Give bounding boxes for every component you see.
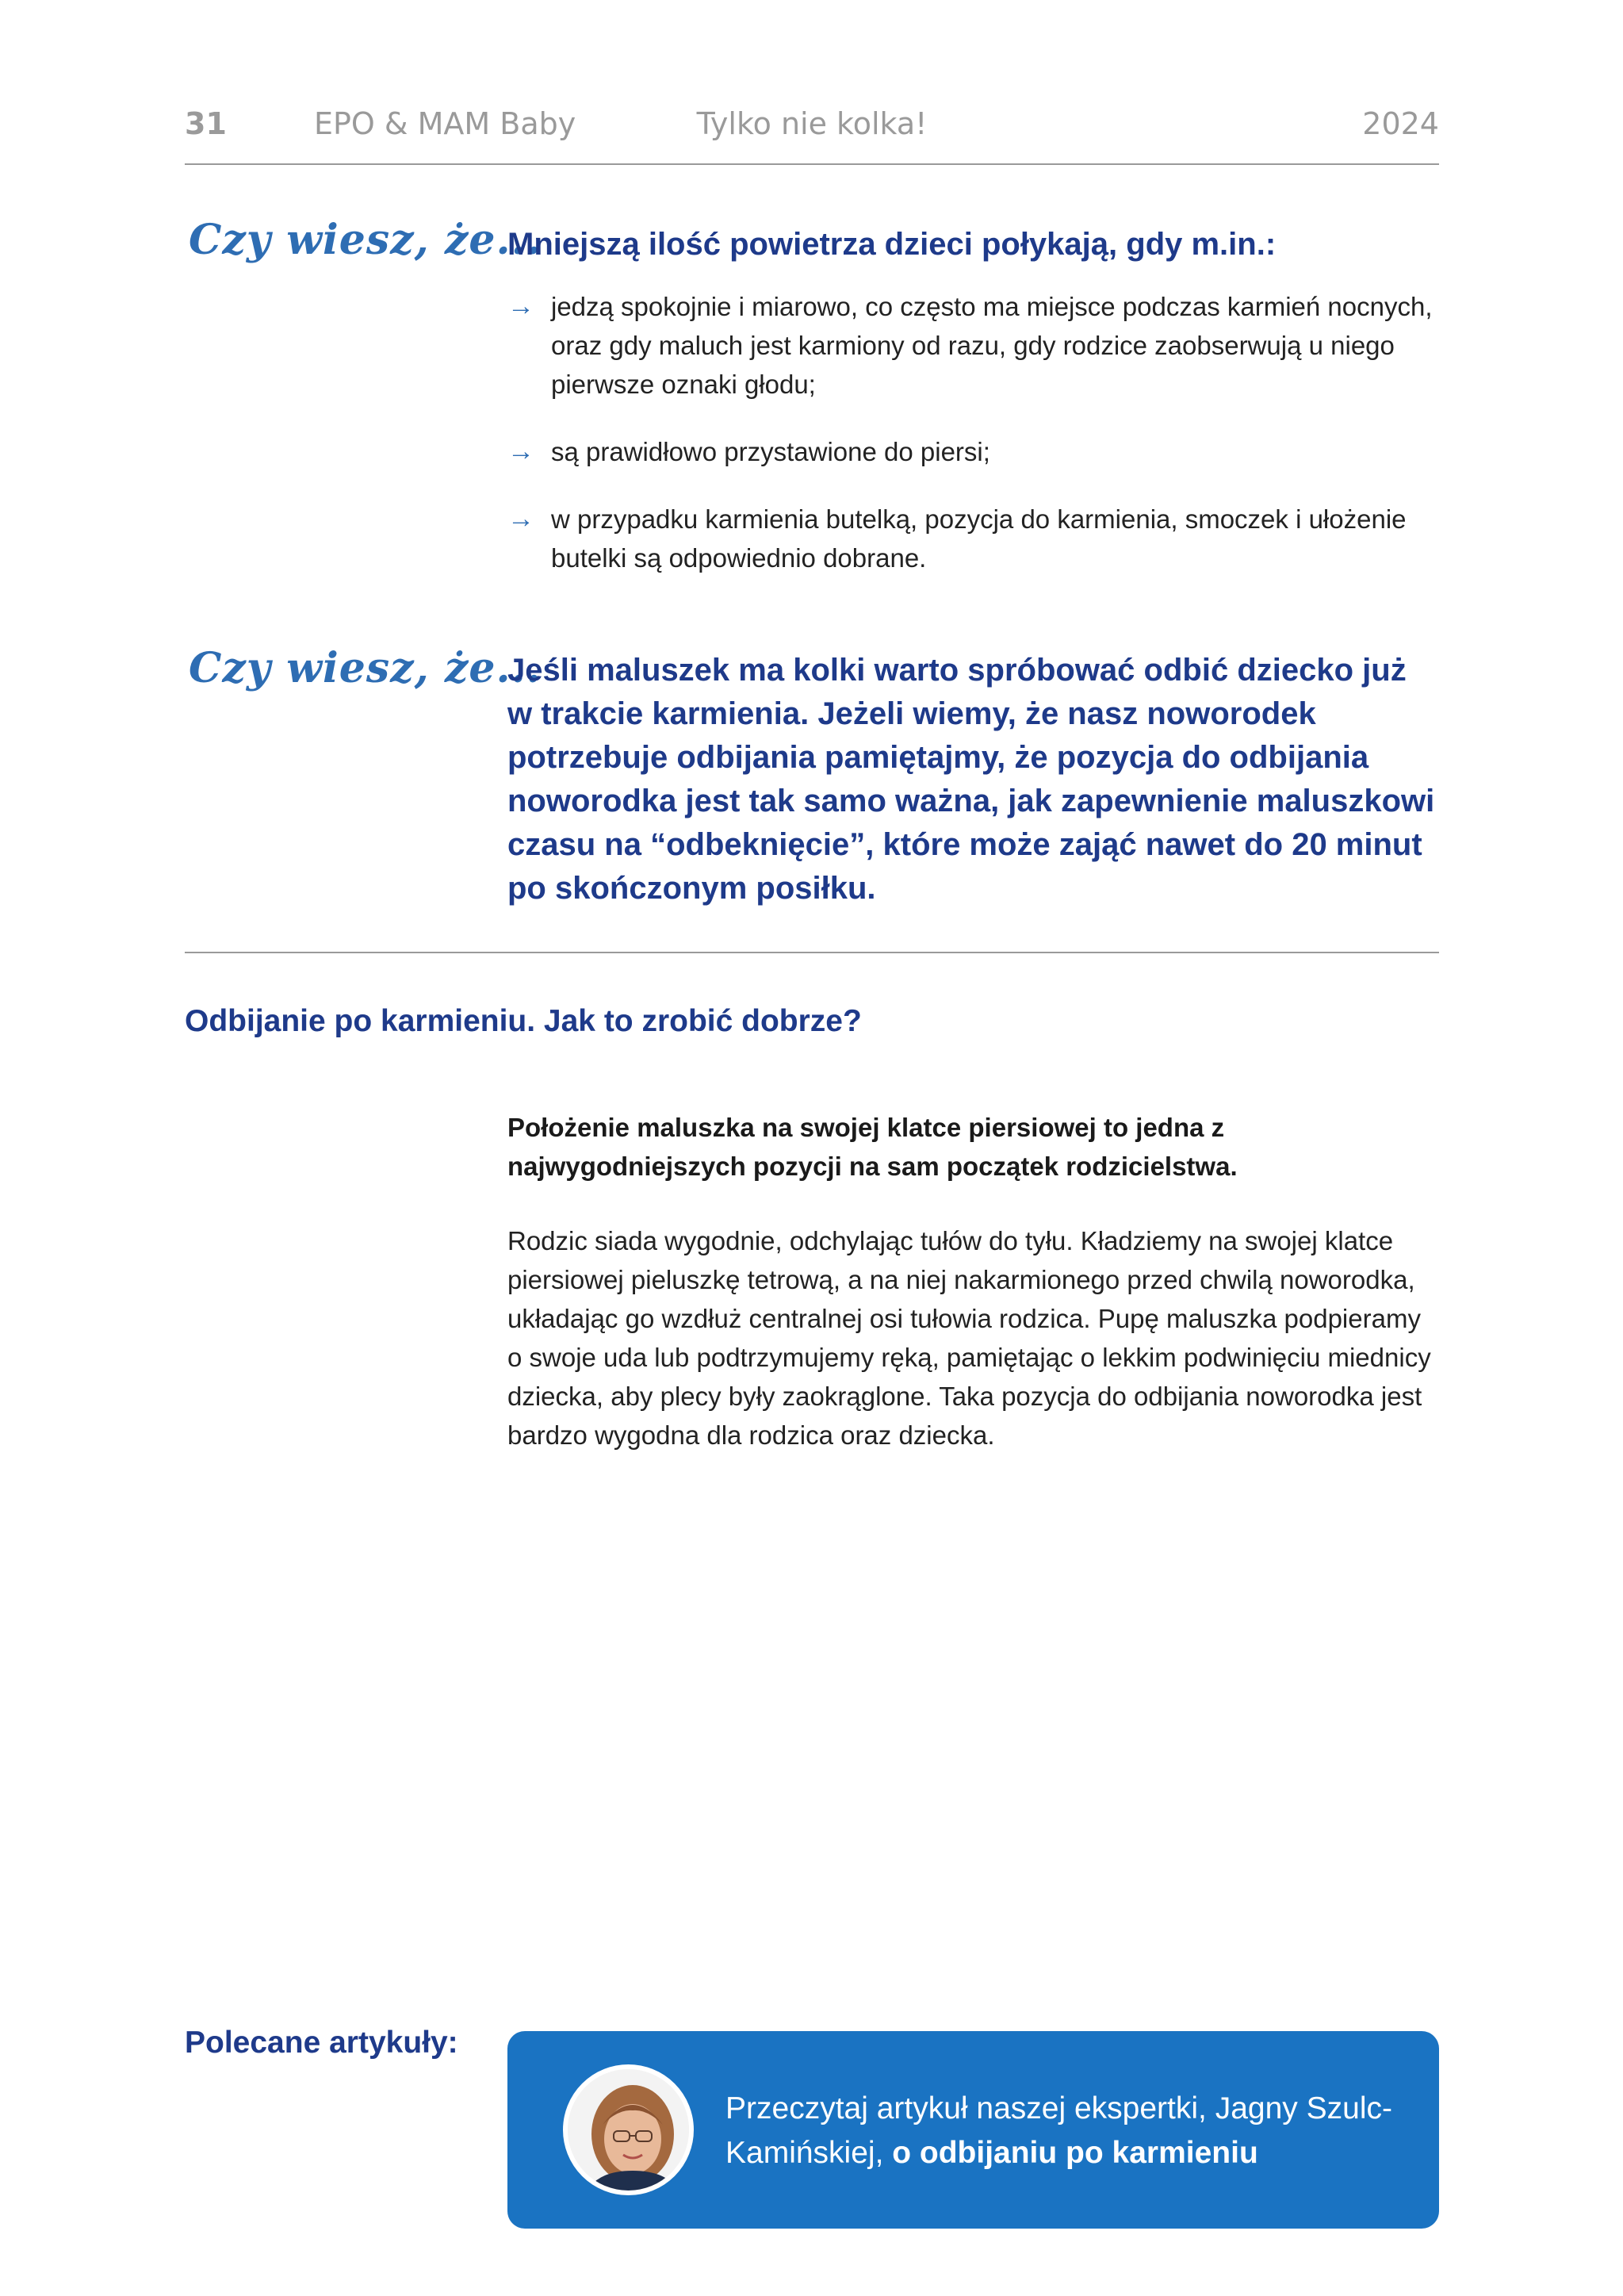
tip2-text: Jeśli maluszek ma kolki warto spróbować odbić dziecko już w trakcie karmienia. Jeżeli wiemy, że nasz noworodek potrzebuje odbijania pamiętajmy, że pozycja do odbijania noworodka jest tak samo ważna, jak zapewnienie maluszkowi czasu na “odbeknięcie”, które może zająć nawet do 20 minut po skończonym posiłku. xyxy=(507,653,1435,906)
card-intro-text: Przeczytaj artykuł naszej ekspertki, Jagny Szulc-Kamińskiej, xyxy=(725,2091,1392,2170)
recommended-article-card[interactable] xyxy=(507,2031,1439,2229)
tip2-label: Czy wiesz, że... xyxy=(189,644,542,692)
section-lead: Położenie maluszka na swojej klatce piersiowej to jedna z najwygodniejszych pozycji na sam początek rodzicielstwa. xyxy=(507,1113,1238,1181)
tip1-label: Czy wiesz, że... xyxy=(189,216,542,264)
list-item-text: jedzą spokojnie i miarowo, co często ma miejsce podczas karmień nocnych, oraz gdy maluch jest karmiony od razu, gdy rodzice zaobserwują u niego pierwsze oznaki głodu; xyxy=(551,292,1433,399)
tip1-list xyxy=(507,287,1439,577)
list-item xyxy=(507,500,1439,577)
recommended-label: Polecane artykuły: xyxy=(185,2026,458,2060)
card-text xyxy=(725,2087,1407,2175)
avatar xyxy=(563,2064,694,2195)
section-divider xyxy=(185,952,1439,953)
tip1-content xyxy=(507,224,1439,606)
list-item xyxy=(507,287,1439,404)
list-item-text: są prawidłowo przystawione do piersi; xyxy=(551,437,990,466)
arrow-right-icon: → xyxy=(507,291,534,321)
tip1-heading: Mniejszą ilość powietrza dzieci połykają, gdy m.in.: xyxy=(507,227,1277,262)
article-link[interactable]: o odbijaniu po karmieniu xyxy=(892,2136,1258,2170)
header-title: Tylko nie kolka! xyxy=(696,106,928,141)
expert-portrait xyxy=(568,2069,694,2195)
tip2-content xyxy=(507,649,1439,910)
section-body: Rodzic siada wygodnie, odchylając tułów do tyłu. Kładziemy na swojej klatce piersiowej pieluszkę tetrową, a na niej nakarmionego przed chwilą noworodka, układając go wzdłuż centralnej osi tułowia rodzica. Pupę maluszka podpieramy o swoje uda lub podtrzymujemy ręką, pamiętając o lekkim podwinięciu miednicy dziecka, aby plecy były zaokrąglone. Taka pozycja do odbijania noworodka jest bardzo wygodna dla rodzica oraz dziecka. xyxy=(507,1226,1431,1450)
header-brand: EPO & MAM Baby xyxy=(314,106,576,141)
arrow-right-icon: → xyxy=(507,504,534,534)
header-year: 2024 xyxy=(1362,106,1439,141)
section-title: Odbijanie po karmieniu. Jak to zrobić dobrze? xyxy=(185,1004,862,1038)
list-item-text: w przypadku karmienia butelką, pozycja do karmienia, smoczek i ułożenie butelki są odpowiednio dobrane. xyxy=(551,504,1407,573)
list-item xyxy=(507,432,1439,471)
page-header xyxy=(185,100,1439,148)
arrow-right-icon: → xyxy=(507,436,534,466)
header-divider xyxy=(185,163,1439,165)
page-number: 31 xyxy=(185,106,227,141)
section-content xyxy=(507,1108,1439,1455)
